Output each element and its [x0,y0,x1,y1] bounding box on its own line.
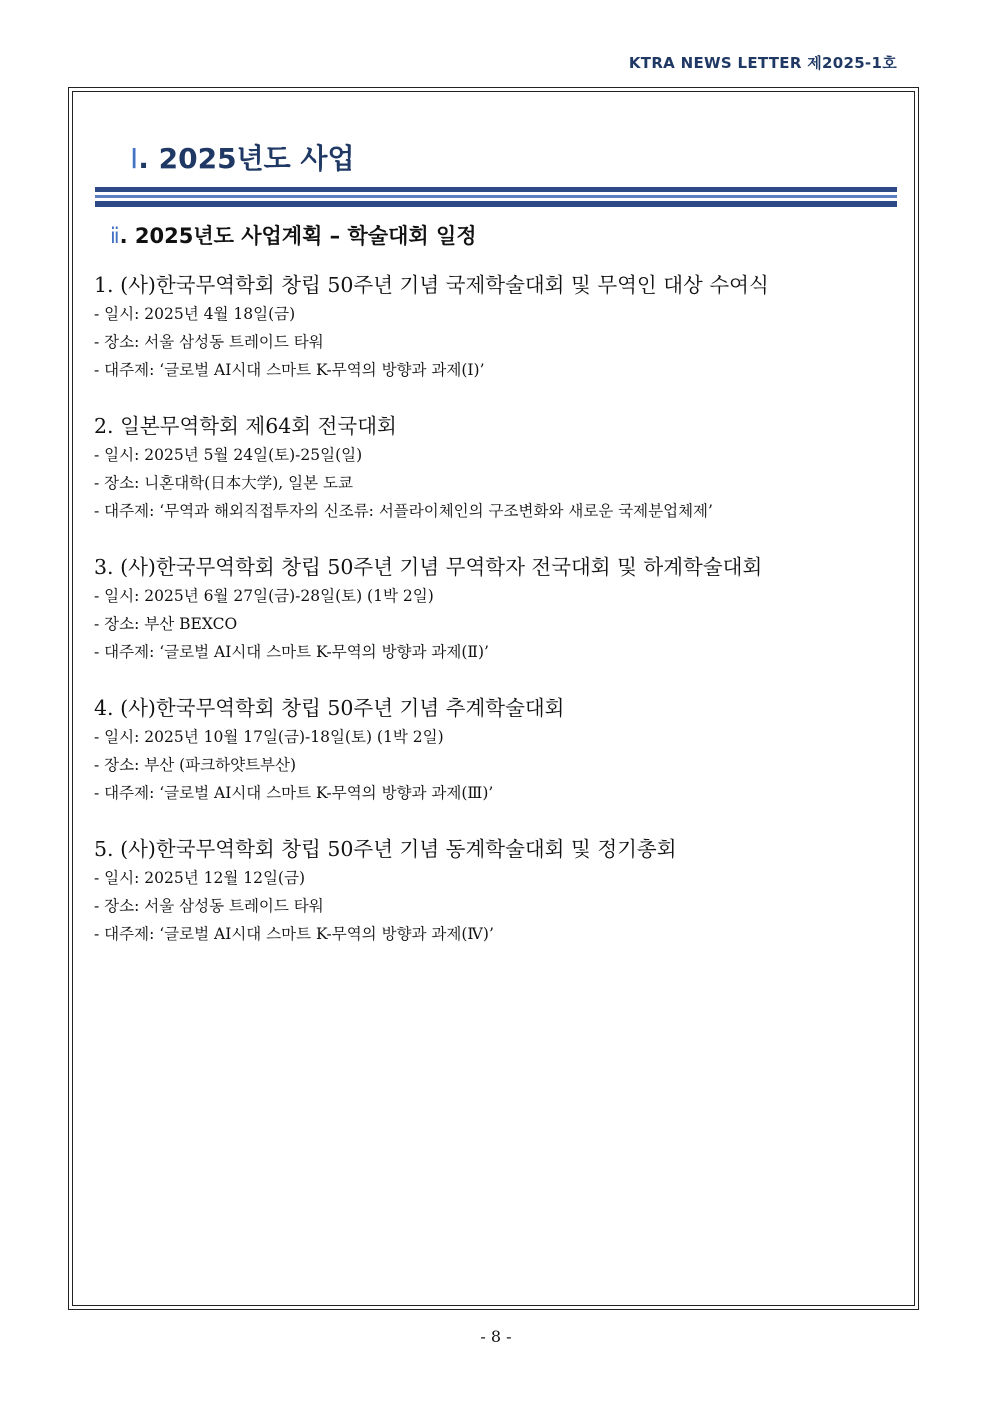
event-place: - 장소: 서울 삼성동 트레이드 타워 [94,333,324,351]
event-theme: - 대주제: ‘글로벌 AI시대 스마트 K-무역의 방향과 과제(Ⅲ)’ [94,784,494,802]
event-theme: - 대주제: ‘글로벌 AI시대 스마트 K-무역의 방향과 과제(Ⅳ)’ [94,925,494,943]
subsection-title-text: . 2025년도 사업계획 – 학술대회 일정 [119,224,477,248]
event-item [94,411,894,525]
event-title: 3. (사)한국무역학회 창립 50주년 기념 무역학자 전국대회 및 하계학술대회 [94,555,763,579]
subsection-number: ⅱ [110,224,120,248]
event-title: 1. (사)한국무역학회 창립 50주년 기념 국제학술대회 및 무역인 대상 수여식 [94,273,769,297]
event-place: - 장소: 서울 삼성동 트레이드 타워 [94,897,324,915]
event-date: - 일시: 2025년 4월 18일(금) [94,305,296,323]
event-theme: - 대주제: ‘글로벌 AI시대 스마트 K-무역의 방향과 과제(Ⅰ)’ [94,361,485,379]
divider-rule-top [95,187,897,192]
event-item [94,693,894,807]
subsection-title [110,220,477,250]
event-title: 4. (사)한국무역학회 창립 50주년 기념 추계학술대회 [94,696,565,720]
event-date: - 일시: 2025년 6월 27일(금)-28일(토) (1박 2일) [94,587,434,605]
event-place: - 장소: 부산 BEXCO [94,615,238,633]
event-title: 5. (사)한국무역학회 창립 50주년 기념 동계학술대회 및 정기총회 [94,837,677,861]
divider-rule-middle [95,195,897,198]
section-number: Ⅰ [130,142,139,175]
event-item [94,270,894,384]
page-number: - 8 - [480,1327,512,1346]
event-item [94,834,894,948]
event-date: - 일시: 2025년 5월 24일(토)-25일(일) [94,446,363,464]
section-title-text: . 2025년도 사업 [138,142,355,175]
event-date: - 일시: 2025년 12월 12일(금) [94,869,305,887]
newsletter-header: KTRA NEWS LETTER 제2025-1호 [628,54,897,72]
section-title [130,137,355,177]
divider-rule-bottom [95,201,897,207]
event-place: - 장소: 니혼대학(日本大学), 일본 도쿄 [94,474,353,492]
event-title: 2. 일본무역학회 제64회 전국대회 [94,414,397,438]
event-item [94,552,894,666]
event-place: - 장소: 부산 (파크하얏트부산) [94,756,297,774]
event-theme: - 대주제: ‘무역과 해외직접투자의 신조류: 서플라이체인의 구조변화와 새로운 국제분업체제’ [94,502,713,520]
event-date: - 일시: 2025년 10월 17일(금)-18일(토) (1박 2일) [94,728,444,746]
event-theme: - 대주제: ‘글로벌 AI시대 스마트 K-무역의 방향과 과제(Ⅱ)’ [94,643,489,661]
event-list [94,270,894,975]
